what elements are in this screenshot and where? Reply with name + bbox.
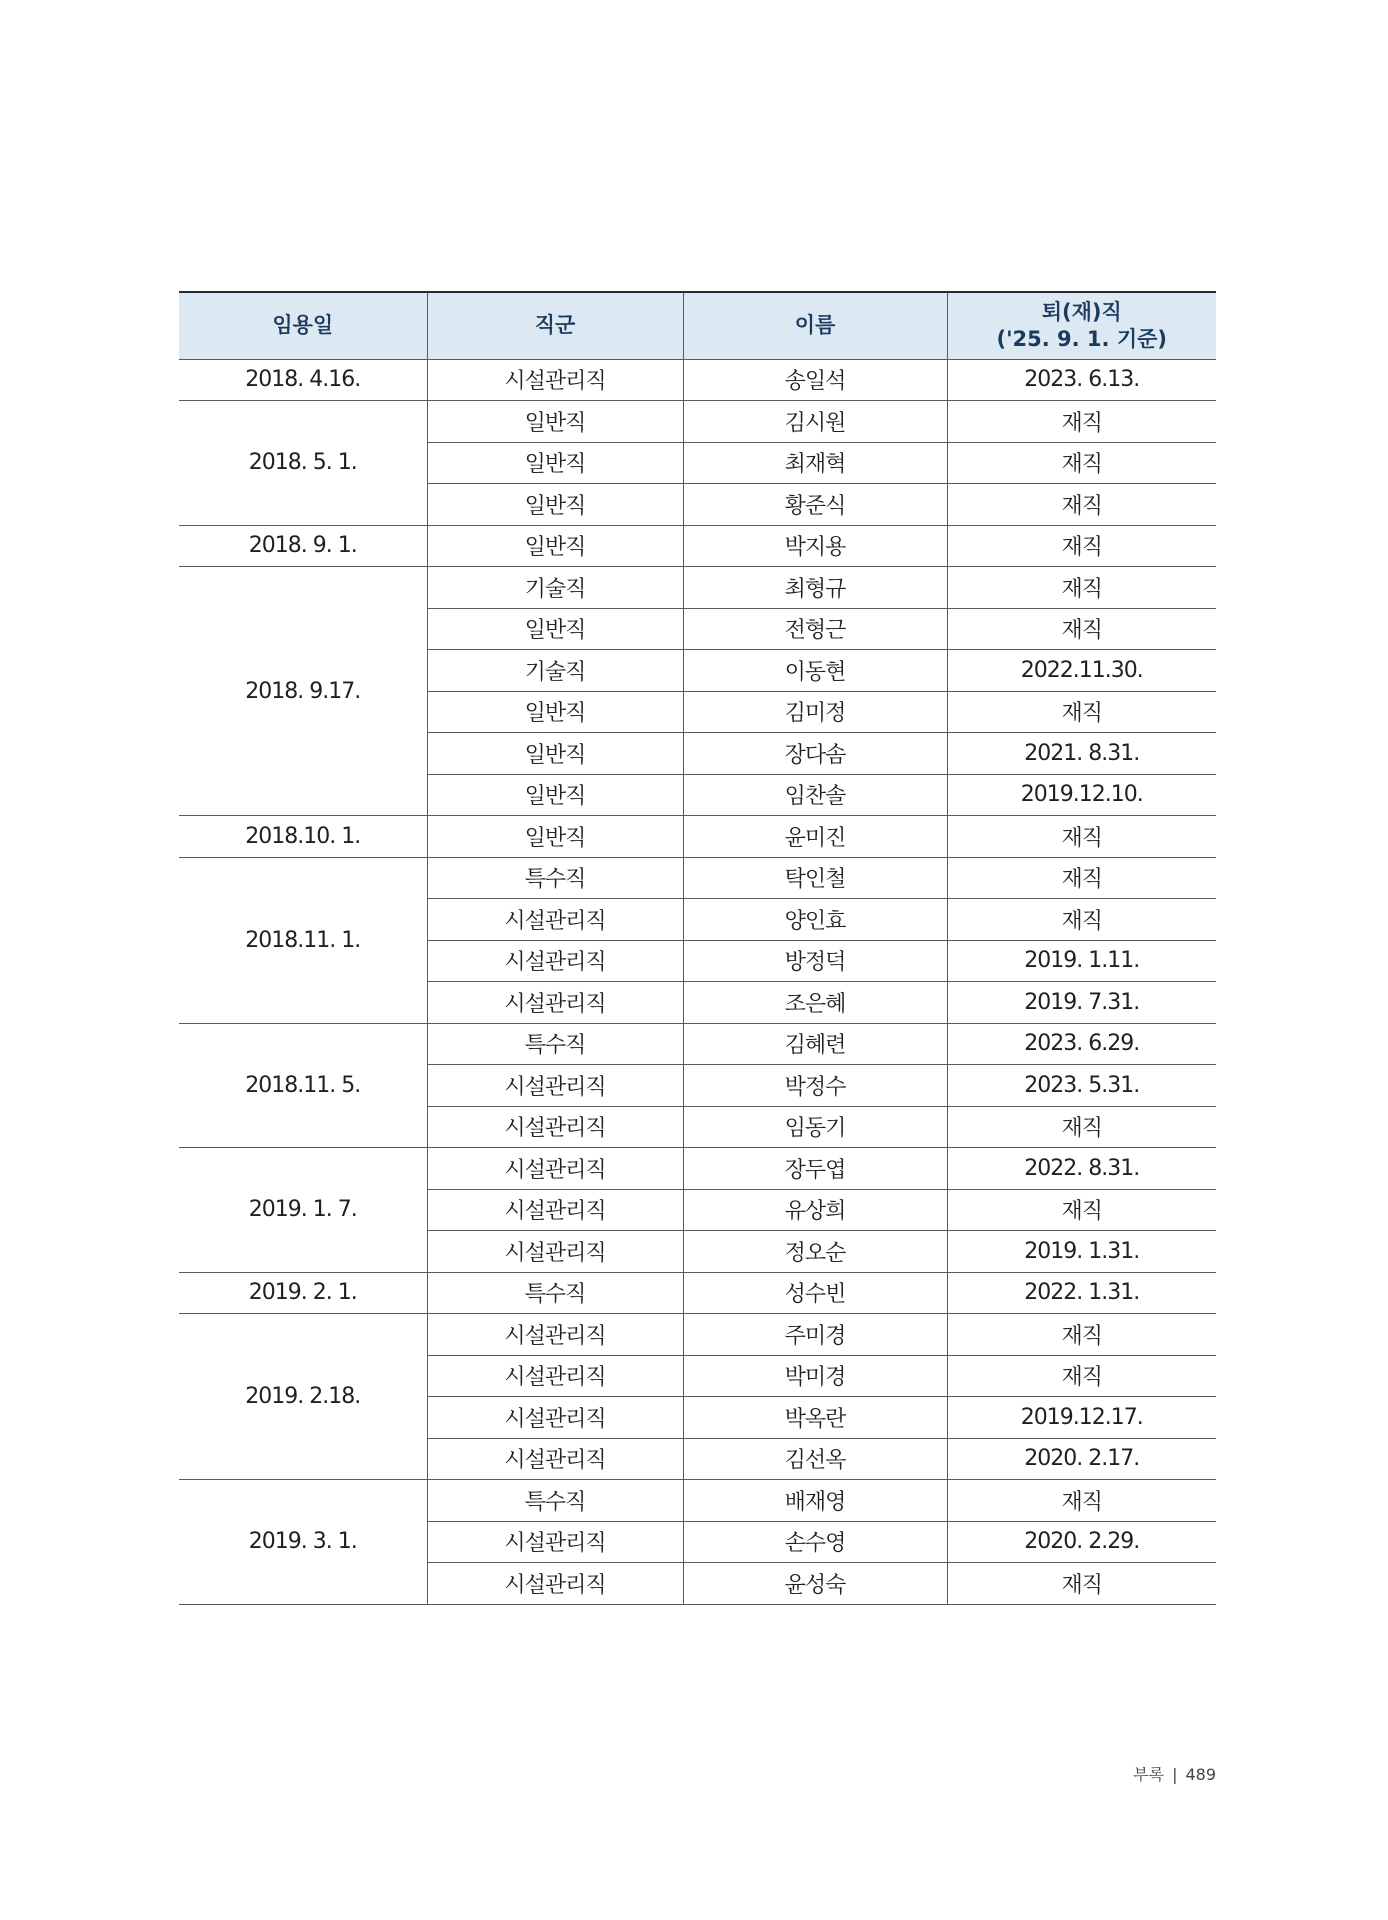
status-cell: 2019.12.17. [947, 1397, 1216, 1439]
job-type-cell: 일반직 [427, 525, 683, 567]
table-body [179, 359, 1216, 1604]
appointment-date-cell: 2018.11. 1. [179, 857, 427, 1023]
status-cell: 2022. 8.31. [947, 1148, 1216, 1190]
job-type-cell: 특수직 [427, 1272, 683, 1314]
staff-table [179, 291, 1216, 1605]
job-type-cell: 특수직 [427, 857, 683, 899]
job-type-cell: 시설관리직 [427, 899, 683, 941]
job-type-cell: 시설관리직 [427, 1355, 683, 1397]
name-cell: 김혜련 [683, 1023, 947, 1065]
appointment-date-cell: 2018.11. 5. [179, 1023, 427, 1148]
job-type-cell: 시설관리직 [427, 1314, 683, 1356]
name-cell: 장두엽 [683, 1148, 947, 1190]
name-cell: 김시원 [683, 401, 947, 443]
table-row [179, 1272, 1216, 1314]
name-cell: 장다솜 [683, 733, 947, 775]
appointment-date-cell: 2018.10. 1. [179, 816, 427, 858]
status-cell: 재직 [947, 816, 1216, 858]
status-cell: 2019. 1.11. [947, 940, 1216, 982]
name-cell: 양인효 [683, 899, 947, 941]
appointment-date-cell: 2019. 3. 1. [179, 1480, 427, 1605]
status-cell: 재직 [947, 1106, 1216, 1148]
name-cell: 김선옥 [683, 1438, 947, 1480]
name-cell: 박옥란 [683, 1397, 947, 1439]
table-row [179, 1148, 1216, 1190]
page-footer [1133, 1762, 1216, 1785]
name-cell: 임찬솔 [683, 774, 947, 816]
name-cell: 최형규 [683, 567, 947, 609]
status-cell: 2021. 8.31. [947, 733, 1216, 775]
job-type-cell: 시설관리직 [427, 1106, 683, 1148]
job-type-cell: 시설관리직 [427, 1521, 683, 1563]
name-cell: 최재혁 [683, 442, 947, 484]
status-cell: 재직 [947, 401, 1216, 443]
table-row [179, 1480, 1216, 1522]
job-type-cell: 시설관리직 [427, 1231, 683, 1273]
name-cell: 정오순 [683, 1231, 947, 1273]
name-cell: 배재영 [683, 1480, 947, 1522]
job-type-cell: 시설관리직 [427, 1563, 683, 1605]
name-cell: 윤성숙 [683, 1563, 947, 1605]
table-row [179, 401, 1216, 443]
name-cell: 황준식 [683, 484, 947, 526]
footer-separator: | [1172, 1765, 1178, 1784]
name-cell: 박정수 [683, 1065, 947, 1107]
table-row [179, 359, 1216, 401]
job-type-cell: 일반직 [427, 484, 683, 526]
job-type-cell: 일반직 [427, 442, 683, 484]
status-cell: 재직 [947, 484, 1216, 526]
name-cell: 임동기 [683, 1106, 947, 1148]
name-cell: 이동현 [683, 650, 947, 692]
table-row [179, 1023, 1216, 1065]
name-cell: 성수빈 [683, 1272, 947, 1314]
status-cell: 2020. 2.17. [947, 1438, 1216, 1480]
appointment-date-cell: 2018. 4.16. [179, 359, 427, 401]
header-name: 이름 [683, 292, 947, 359]
job-type-cell: 일반직 [427, 816, 683, 858]
name-cell: 유상희 [683, 1189, 947, 1231]
footer-section: 부록 [1133, 1765, 1165, 1784]
name-cell: 윤미진 [683, 816, 947, 858]
table-row [179, 857, 1216, 899]
job-type-cell: 기술직 [427, 650, 683, 692]
name-cell: 손수영 [683, 1521, 947, 1563]
status-cell: 재직 [947, 1480, 1216, 1522]
status-cell: 2019.12.10. [947, 774, 1216, 816]
header-status [947, 292, 1216, 359]
appointment-date-cell: 2019. 2.18. [179, 1314, 427, 1480]
job-type-cell: 시설관리직 [427, 1065, 683, 1107]
table-row [179, 567, 1216, 609]
job-type-cell: 시설관리직 [427, 1148, 683, 1190]
job-type-cell: 시설관리직 [427, 1397, 683, 1439]
status-cell: 2019. 7.31. [947, 982, 1216, 1024]
status-cell: 2023. 6.13. [947, 359, 1216, 401]
status-cell: 재직 [947, 691, 1216, 733]
status-cell: 재직 [947, 899, 1216, 941]
header-appointment-date: 임용일 [179, 292, 427, 359]
name-cell: 탁인철 [683, 857, 947, 899]
status-cell: 2022. 1.31. [947, 1272, 1216, 1314]
status-cell: 재직 [947, 1563, 1216, 1605]
name-cell: 방정덕 [683, 940, 947, 982]
page-number: 489 [1185, 1765, 1216, 1784]
job-type-cell: 일반직 [427, 608, 683, 650]
job-type-cell: 특수직 [427, 1023, 683, 1065]
table-row [179, 1314, 1216, 1356]
job-type-cell: 일반직 [427, 691, 683, 733]
name-cell: 송일석 [683, 359, 947, 401]
job-type-cell: 시설관리직 [427, 359, 683, 401]
name-cell: 주미경 [683, 1314, 947, 1356]
header-job-type: 직군 [427, 292, 683, 359]
table-row [179, 816, 1216, 858]
status-cell: 재직 [947, 857, 1216, 899]
appointment-date-cell: 2018. 9.17. [179, 567, 427, 816]
status-cell: 재직 [947, 1189, 1216, 1231]
status-cell: 2022.11.30. [947, 650, 1216, 692]
status-cell: 2023. 6.29. [947, 1023, 1216, 1065]
appointment-date-cell: 2019. 1. 7. [179, 1148, 427, 1273]
status-cell: 재직 [947, 1314, 1216, 1356]
header-status-line2: ('25. 9. 1. 기준) [996, 326, 1167, 351]
job-type-cell: 시설관리직 [427, 940, 683, 982]
status-cell: 재직 [947, 567, 1216, 609]
appointment-date-cell: 2018. 5. 1. [179, 401, 427, 526]
job-type-cell: 시설관리직 [427, 1438, 683, 1480]
status-cell: 2023. 5.31. [947, 1065, 1216, 1107]
name-cell: 김미정 [683, 691, 947, 733]
table-row [179, 525, 1216, 567]
status-cell: 재직 [947, 525, 1216, 567]
job-type-cell: 일반직 [427, 774, 683, 816]
status-cell: 2019. 1.31. [947, 1231, 1216, 1273]
name-cell: 전형근 [683, 608, 947, 650]
status-cell: 2020. 2.29. [947, 1521, 1216, 1563]
job-type-cell: 기술직 [427, 567, 683, 609]
table-header-row [179, 292, 1216, 359]
header-status-line1: 퇴(재)직 [1041, 299, 1122, 324]
status-cell: 재직 [947, 608, 1216, 650]
name-cell: 박지용 [683, 525, 947, 567]
job-type-cell: 특수직 [427, 1480, 683, 1522]
appointment-date-cell: 2018. 9. 1. [179, 525, 427, 567]
appointment-date-cell: 2019. 2. 1. [179, 1272, 427, 1314]
job-type-cell: 시설관리직 [427, 982, 683, 1024]
status-cell: 재직 [947, 442, 1216, 484]
job-type-cell: 시설관리직 [427, 1189, 683, 1231]
status-cell: 재직 [947, 1355, 1216, 1397]
job-type-cell: 일반직 [427, 733, 683, 775]
job-type-cell: 일반직 [427, 401, 683, 443]
name-cell: 조은혜 [683, 982, 947, 1024]
name-cell: 박미경 [683, 1355, 947, 1397]
